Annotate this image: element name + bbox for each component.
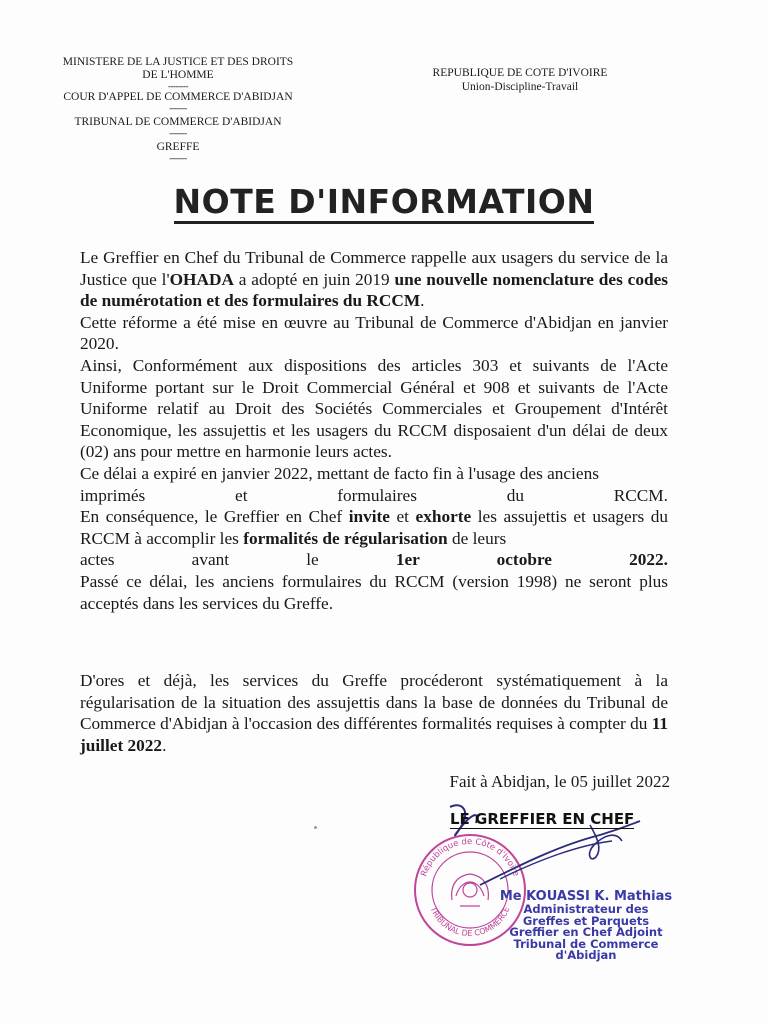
ministry-header: [46, 56, 310, 163]
separator: -------: [169, 128, 187, 138]
text-run: D'ores et déjà, les services du Greffe procéderont systématiquement à la régularisation de la situation des assujettis dans la base de données du Tribunal de Commerce d'Abidjan à l'occasion des différentes formalités requises à compter du: [80, 671, 668, 734]
document-title: [0, 182, 768, 221]
ministry-line: MINISTERE DE LA JUSTICE ET DES DROITS: [62, 56, 294, 68]
signatory-name: Me KOUASSI K. Mathias: [499, 889, 673, 904]
paragraph-legal-basis: Ainsi, Conformément aux dispositions des articles 303 et suivants de l'Acte Uniforme portant sur le Droit Commercial Général et 908 et suivants de l'Acte Uniforme relatif au Droit des Sociétés Commerciales et Groupement d'Intérêt Economique, les assujettis et les usagers du RCCM disposaient d'un délai de deux (02) ans pour mettre en harmonie leurs actes.: [80, 355, 668, 462]
signatory-role: Tribunal de Commerce: [513, 936, 659, 951]
place-date: Fait à Abidjan, le 05 juillet 2022: [449, 772, 670, 791]
text-run: actes avant le: [80, 550, 396, 570]
text-run: En conséquence, le Greffier en Chef: [80, 507, 349, 527]
signatory-role: Administrateur des: [523, 902, 649, 916]
motto-line: Union-Discipline-Travail: [461, 81, 579, 93]
text-run-bold: 11 juillet 2022: [80, 714, 669, 755]
paragraph-deadline: [80, 549, 668, 571]
separator: --------: [168, 81, 188, 91]
text-run-bold: formalités de régularisation: [243, 528, 448, 548]
paragraph-after-deadline: Passé ce délai, les anciens formulaires du RCCM (version 1998) ne seront plus acceptés dans les services du Greffe.: [80, 571, 668, 613]
text-run-bold: OHADA: [169, 269, 234, 289]
text-run: et: [389, 507, 416, 527]
stamp-text-bottom: TRIBUNAL DE COMMERCE: [428, 905, 512, 939]
body-text-2: [80, 670, 668, 756]
text-run-bold: 1er octobre 2022.: [395, 550, 668, 570]
document-title-text: NOTE D'INFORMATION: [174, 182, 595, 224]
stamp-text-top: République de Côte d'Ivoire: [419, 836, 521, 878]
signatory-role: Greffier en Chef Adjoint: [509, 925, 663, 939]
court-of-appeal-line: COUR D'APPEL DE COMMERCE D'ABIDJAN: [63, 91, 293, 103]
paragraph-ohada: [80, 247, 668, 312]
text-run-bold: une nouvelle nomenclature des codes de numérotation et des formulaires du RCCM: [80, 269, 668, 311]
body-text: [80, 247, 668, 614]
signatory-role: d'Abidjan: [555, 948, 617, 962]
paragraph-exhortation: [80, 506, 668, 549]
text-run: a adopté en juin 2019: [233, 269, 395, 289]
greffe-line: GREFFE: [156, 141, 200, 153]
text-run-bold: exhorte: [415, 507, 472, 527]
paragraph-expiry-line1: Ce délai a expiré en janvier 2022, mettant de facto fin à l'usage des anciens: [80, 463, 599, 483]
text-run: .: [162, 735, 167, 755]
ministry-line: DE L'HOMME: [142, 69, 214, 81]
republic-header: [410, 66, 630, 94]
tribunal-line: TRIBUNAL DE COMMERCE D'ABIDJAN: [74, 116, 282, 128]
paragraph-reform: Cette réforme a été mise en œuvre au Tribunal de Commerce d'Abidjan en janvier 2020.: [80, 312, 668, 354]
separator: -------: [169, 153, 187, 163]
speck: [314, 826, 317, 829]
text-run: de leurs: [447, 528, 507, 548]
paragraph-regularisation: [80, 670, 668, 756]
signatory-block: [498, 890, 674, 962]
text-run: Le Greffier en Chef du Tribunal de Commerce rappelle aux usagers du service de la Justice que l': [80, 248, 668, 289]
text-run-bold: invite: [348, 507, 390, 527]
republic-line: REPUBLIQUE DE COTE D'IVOIRE: [432, 67, 608, 79]
greffier-title: [450, 810, 634, 828]
text-run: .: [420, 291, 425, 311]
signatory-role: Greffes et Parquets: [522, 913, 650, 928]
text-run: les assujettis et usagers du RCCM à accomplir les: [80, 507, 669, 548]
separator: -------: [169, 103, 187, 113]
greffier-title-text: LE GREFFIER EN CHEF: [450, 810, 635, 828]
paragraph-expiry-line2: imprimés et formulaires du RCCM.: [80, 485, 668, 505]
